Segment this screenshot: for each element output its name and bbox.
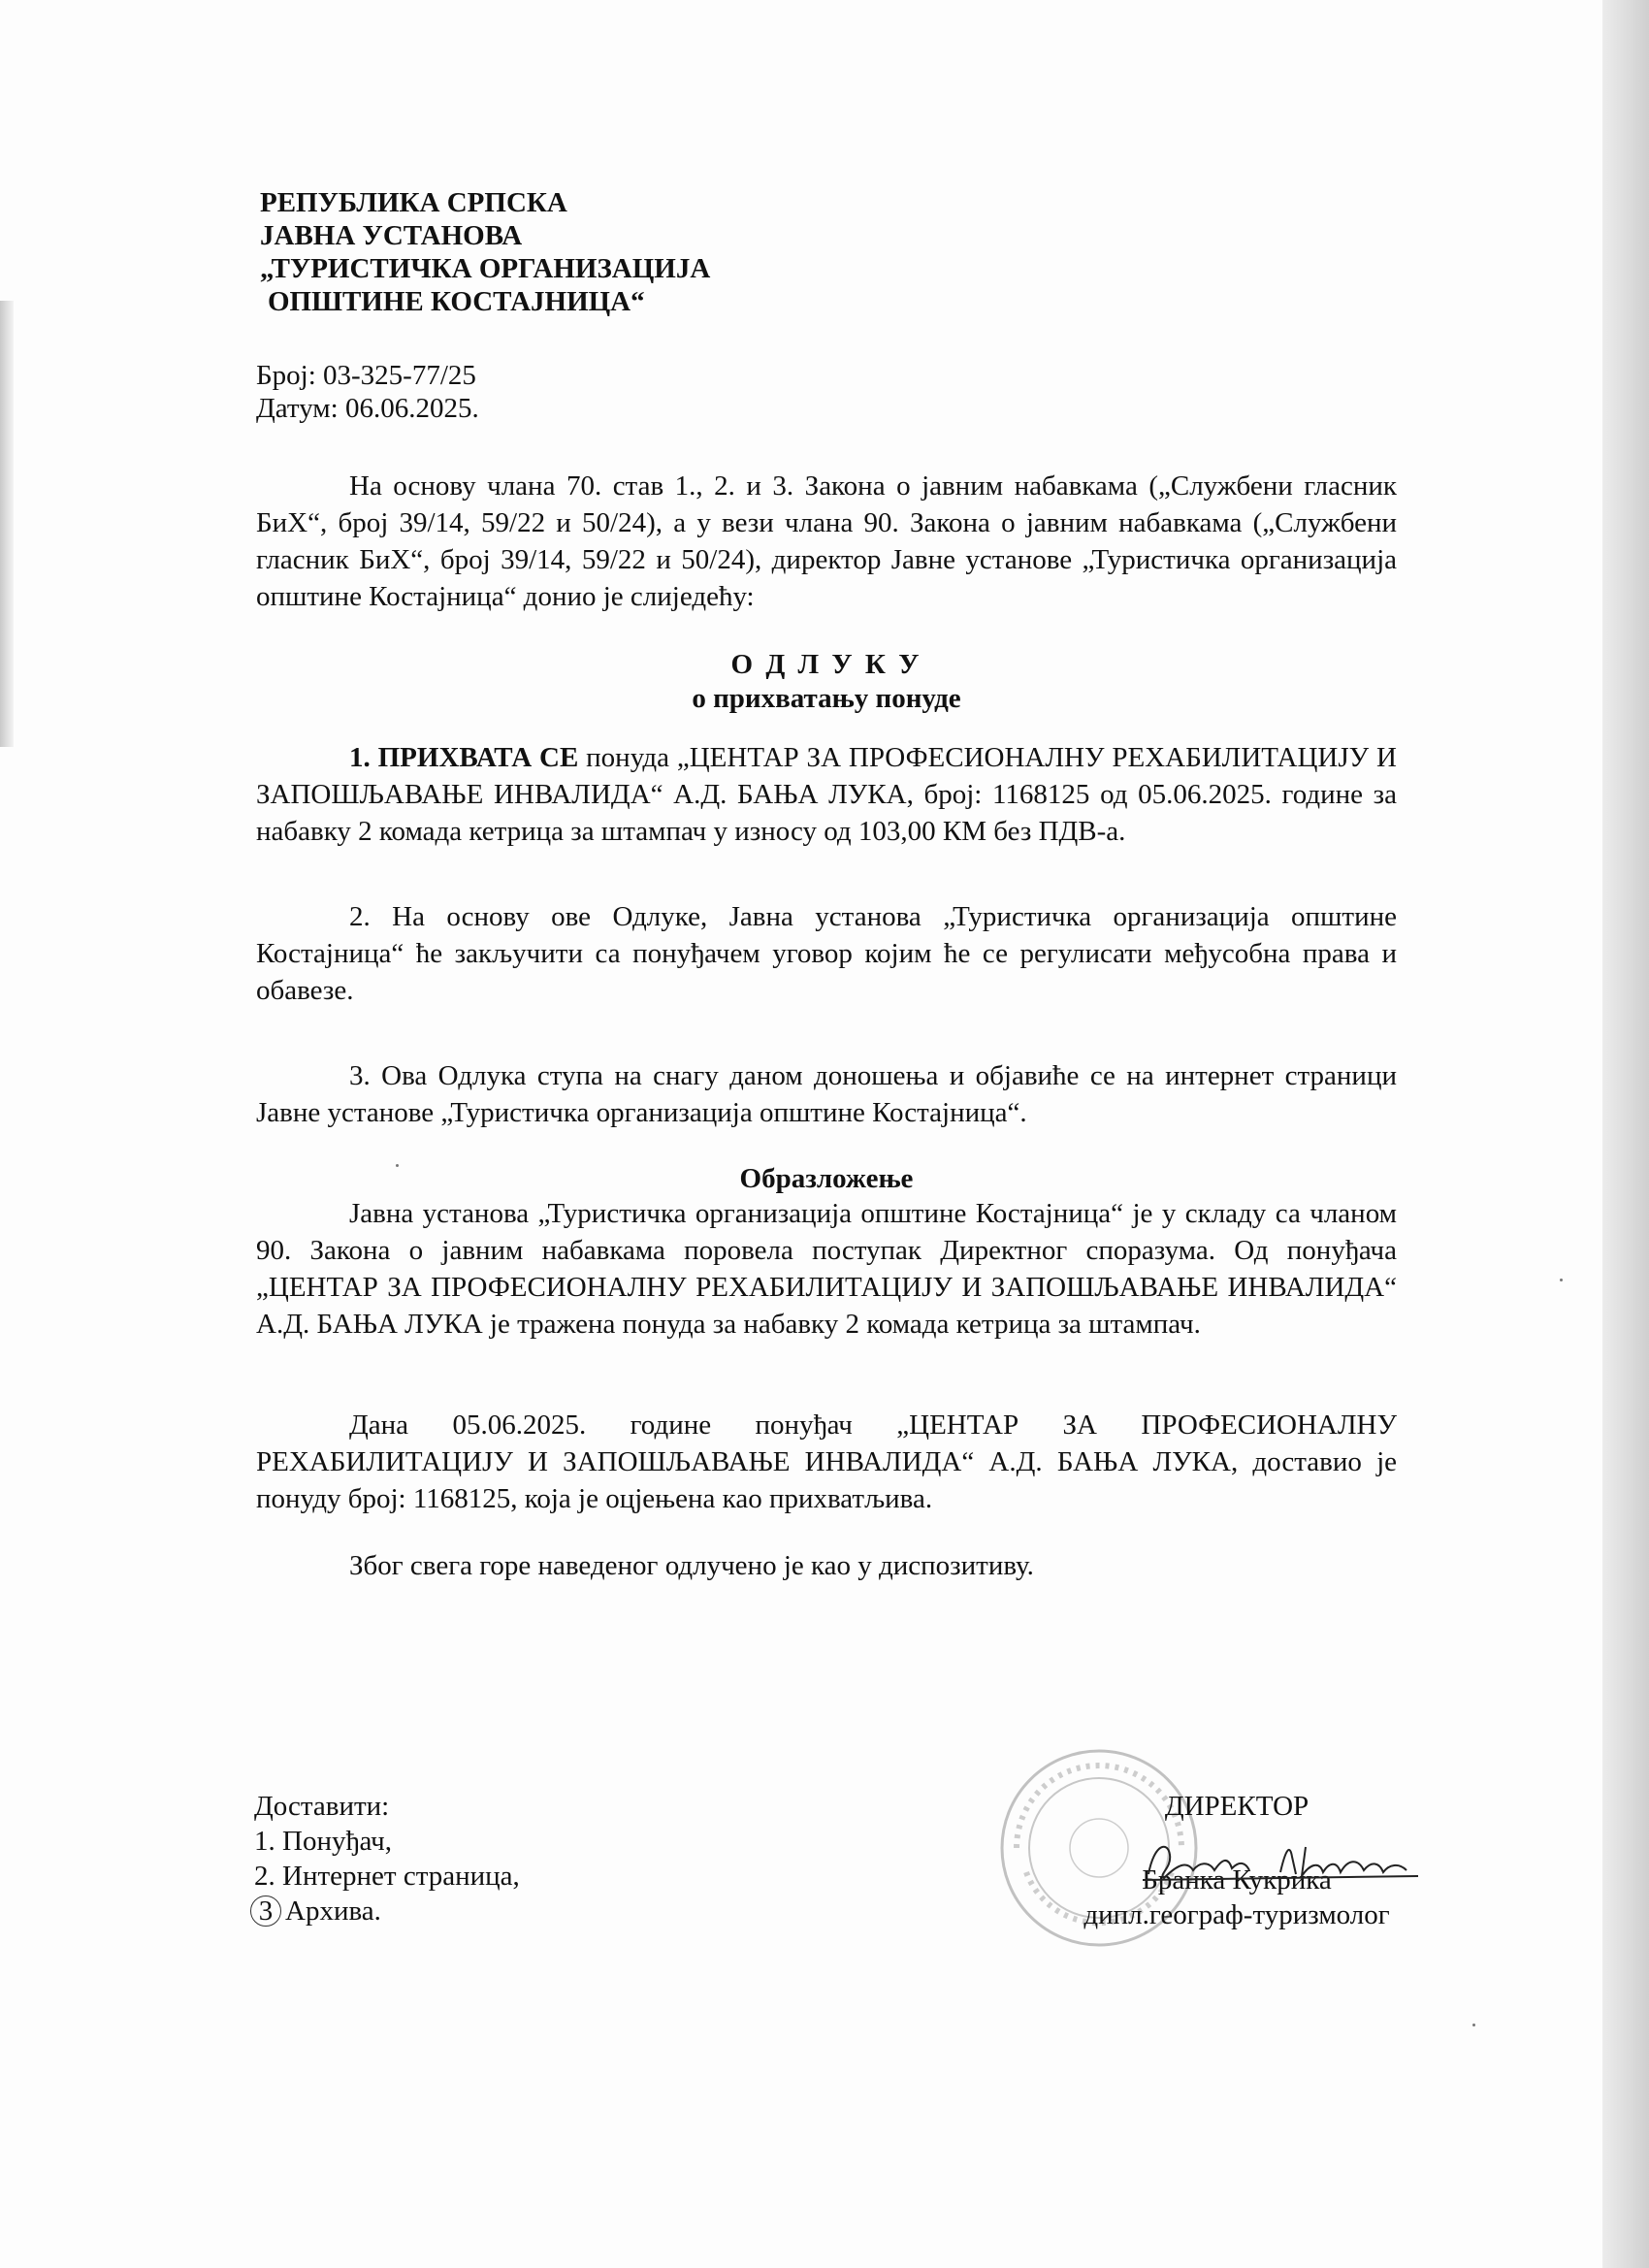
handwritten-signature [1135, 1835, 1426, 1894]
scan-edge-shadow [1602, 0, 1649, 2268]
reference-block [256, 359, 479, 425]
scan-speck [1560, 1279, 1563, 1281]
header-line-1: РЕПУБЛИКА СРПСКА [260, 187, 567, 218]
decision-subtitle: о прихватању понуде [692, 683, 961, 714]
director-title: дипл.географ-туризмолог [1083, 1899, 1390, 1930]
delivery-item-3 [254, 1894, 520, 1928]
circled-number: 3 [250, 1895, 281, 1927]
intro-text: На основу члана 70. став 1., 2. и 3. Закона о јавним набавкама („Службени гласник БиХ“, број 39/14, 59/22 и 50/24), а у вези члана 90. Закона о јавним набавкама („Службени гласник БиХ“, број 39/14, 59/22 и 50/24), директор Јавне установе „Туристичка организација општине Костајница“ донио је слиједећу: [256, 470, 1397, 612]
item-3-paragraph [256, 1057, 1397, 1131]
header-line-4: ОПШТИНЕ КОСТАЈНИЦА“ [268, 286, 645, 317]
intro-paragraph [256, 468, 1397, 615]
item-1-lead: 1. ПРИХВАТА СЕ [349, 742, 579, 773]
delivery-title: Доставити: [254, 1791, 390, 1822]
reasoning-text-1: Јавна установа „Туристичка организација општине Костајница“ је у складу са чланом 90. Закона о јавним набавкама поровела поступак Директног споразума. Од понуђача „ЦЕНТАР ЗА ПРОФЕСИОНАЛНУ РЕХАБИЛИТАЦИЈУ И ЗАПОШЉАВАЊЕ ИНВАЛИДА“ А.Д. БАЊА ЛУКА је тражена понуда за набавку 2 комада кетрица за штампач. [256, 1198, 1397, 1340]
delivery-item-3-text: Архива. [285, 1895, 381, 1927]
delivery-item-1: 1. Понуђач, [254, 1826, 393, 1857]
decision-title: О Д Л У К У [730, 649, 922, 680]
item-1-paragraph [256, 739, 1397, 850]
item-2-paragraph [256, 898, 1397, 1009]
delivery-list [254, 1789, 520, 1928]
reasoning-paragraph-3 [256, 1547, 1397, 1584]
reasoning-title: Образложење [739, 1163, 914, 1194]
scan-speck [1472, 2024, 1475, 2026]
reference-number: Број: 03-325-77/25 [256, 360, 476, 391]
reasoning-paragraph-2 [256, 1407, 1397, 1517]
item-1-text: понуда „ЦЕНТАР ЗА ПРОФЕСИОНАЛНУ РЕХАБИЛИТАЦИЈУ И ЗАПОШЉАВАЊЕ ИНВАЛИДА“ А.Д. БАЊА ЛУКА, број: 1168125 од 05.06.2025. године за набавку 2 комада кетрица за штампач у износу од 103,00 КМ без ПДВ-а. [256, 742, 1397, 847]
reasoning-text-3: Због свега горе наведеног одлучено је као у диспозитиву. [349, 1550, 1034, 1581]
item-2-text: 2. На основу ове Одлуке, Јавна установа „Туристичка организација општине Костајница“ ће закључити са понуђачем уговор којим ће се регулисати међусобна права и обавезе. [256, 901, 1397, 1006]
scan-edge-mark [0, 301, 14, 747]
scan-speck [396, 1164, 399, 1167]
delivery-item-2: 2. Интернет страница, [254, 1861, 520, 1892]
institution-header [260, 186, 710, 318]
reasoning-text-2: Дана 05.06.2025. године понуђач „ЦЕНТАР ЗА ПРОФЕСИОНАЛНУ РЕХАБИЛИТАЦИЈУ И ЗАПОШЉАВАЊЕ ИНВАЛИДА“ А.Д. БАЊА ЛУКА, доставио је понуду број: 1168125, која је оцјењена као прихватљива. [256, 1409, 1397, 1514]
director-name: Бранка Кукрика [1142, 1864, 1332, 1895]
header-line-3: „ТУРИСТИЧКА ОРГАНИЗАЦИЈА [260, 253, 711, 284]
header-line-2: ЈАВНА УСТАНОВА [260, 220, 523, 251]
reasoning-paragraph-1 [256, 1195, 1397, 1343]
reference-date: Датум: 06.06.2025. [256, 393, 479, 424]
item-3-text: 3. Ова Одлука ступа на снагу даном доношења и објавиће се на интернет страници Јавне установе „Туристичка организација општине Костајница“. [256, 1060, 1397, 1128]
director-role: ДИРЕКТОР [1164, 1791, 1310, 1822]
